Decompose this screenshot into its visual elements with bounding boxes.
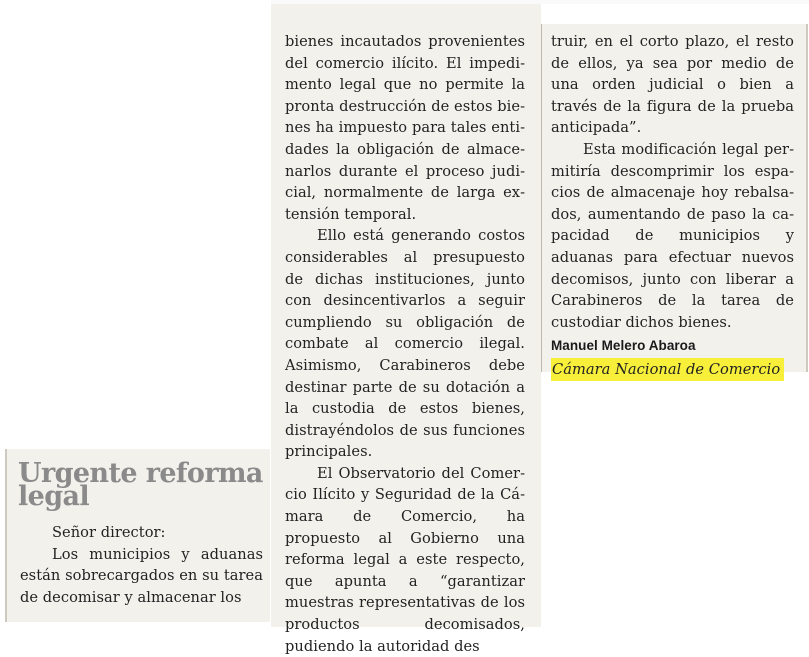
- signature-name: Manuel Melero Abaroa: [551, 338, 696, 354]
- paragraph: Esta modificación legal permitiría descomprimir los espacios de almacenaje hoy rebalsados, aumentando de paso la capacidad de municipios y aduanas para efectuar nuevos decomisos, junto con liberar a Carabineros de la tarea de custodiar dichos bienes.: [551, 140, 794, 331]
- column-1-text: [20, 522, 263, 608]
- paragraph: El Observatorio del Comercio Ilícito y Seguridad de la Cámara de Comercio, ha propuesto al Gobierno una reforma legal a este respecto, que apunta a “garantizar muestras representativas de los productos decomisados, pudiendo la autoridad des: [285, 464, 525, 655]
- signature-organization: Cámara Nacional de Comercio: [551, 358, 784, 381]
- letter-column-3: [541, 24, 808, 379]
- paragraph: truir, en el corto plazo, el resto de ellos, ya sea por medio de una orden judicial o bien a través de la figura de la prueba anticipada”.: [551, 33, 794, 137]
- letter-column-2: [271, 4, 541, 655]
- letter-headline: Urgente reforma legal: [18, 458, 263, 512]
- paragraph: Los municipios y aduanas están sobrecargados en su tarea de decomisar y almacenar los: [20, 545, 263, 606]
- letter-column-1: [5, 449, 270, 622]
- salutation: Señor director:: [52, 524, 166, 541]
- paragraph: Ello está generando costos considerables al presupuesto de dichas instituciones, junto con desincentivarlos a seguir cumpliendo su obligación de combate al comercio ilegal. Asimismo, Carabineros debe destinar parte de su dotación a la custodia de estos bienes, distrayéndolos de sus funciones principales.: [285, 227, 525, 461]
- paragraph: bienes incautados provenientes del comercio ilícito. El impedimento legal que no permite la pronta destrucción de estos bienes ha impuesto para tales entidades la obligación de almacenarlos durante el proceso judicial, normalmente de larga extensión temporal.: [285, 33, 525, 223]
- column-3-text: [551, 31, 794, 381]
- column-2-text: [285, 31, 525, 657]
